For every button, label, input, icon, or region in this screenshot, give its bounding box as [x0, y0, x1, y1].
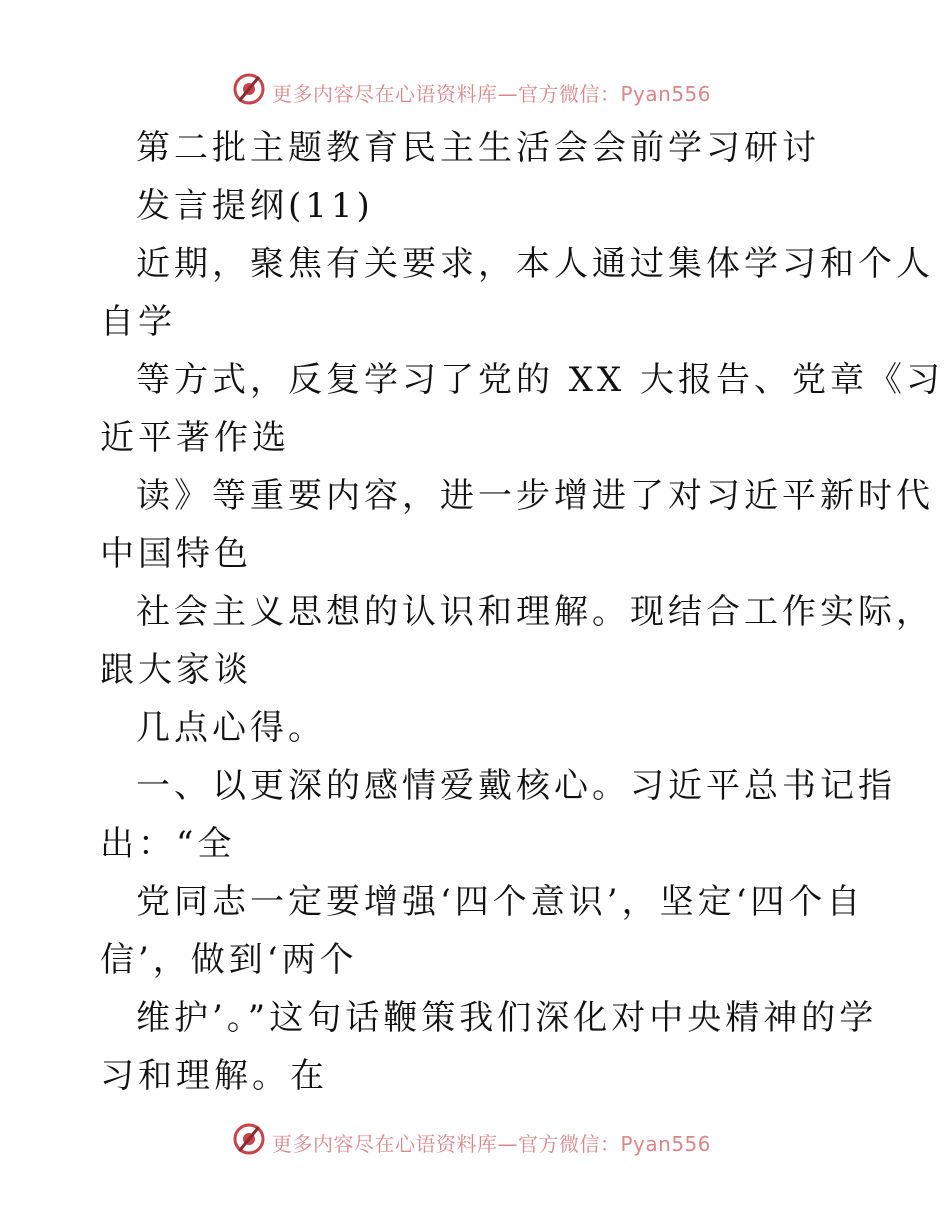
title-line-2: 发言提纲(11) [136, 186, 374, 226]
title-line-1: 第二批主题教育民主生活会会前学习研讨 [136, 128, 820, 168]
watermark-header [0, 72, 950, 112]
paragraph-line: 读》等重要内容，进一步增进了对习近平新时代 [136, 476, 934, 516]
paragraph-line: 习和理解。在 [100, 1056, 328, 1096]
section-heading-line: 一、以更深的感情爱戴核心。习近平总书记指 [136, 766, 896, 806]
paragraph-line: 中国特色 [100, 534, 252, 574]
watermark-text: 更多内容尽在心语资料库—官方微信：Pyan556 [272, 1132, 712, 1156]
paragraph-line: 维护’。”这句话鞭策我们深化对中央精神的学 [136, 998, 878, 1038]
paragraph-line: 等方式，反复学习了党的 XX 大报告、党章《习 [136, 360, 945, 400]
paragraph-line: 跟大家谈 [100, 650, 252, 690]
brush-pen-logo-icon [232, 1122, 266, 1156]
paragraph-line: 党同志一定要增强‘四个意识’，坚定‘四个自 [136, 882, 865, 922]
paragraph-line: 近平著作选 [100, 418, 290, 458]
paragraph-line: 近期，聚焦有关要求，本人通过集体学习和个人 [136, 244, 934, 284]
paragraph-line: 自学 [100, 302, 176, 342]
watermark-footer [0, 1122, 950, 1162]
paragraph-line: 出：“全 [100, 824, 236, 864]
brush-pen-logo-icon [232, 72, 266, 106]
watermark-text: 更多内容尽在心语资料库—官方微信：Pyan556 [272, 82, 712, 106]
paragraph-line: 社会主义思想的认识和理解。现结合工作实际， [136, 592, 934, 632]
paragraph-line: 信’，做到‘两个 [100, 940, 358, 980]
paragraph-line: 几点心得。 [136, 708, 326, 748]
